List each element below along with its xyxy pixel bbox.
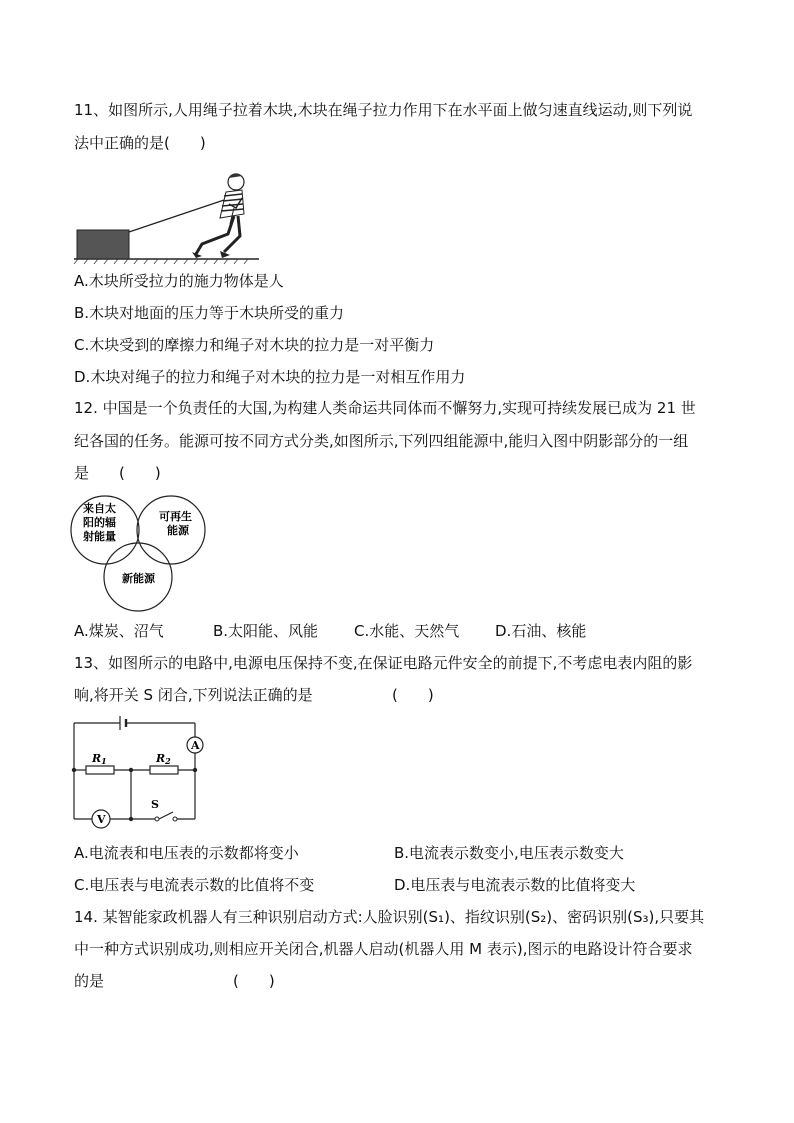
venn-label-a1: 来自太 bbox=[83, 502, 116, 515]
q12-option-d: D.石油、核能 bbox=[495, 622, 587, 640]
q11-stem-line1: 11、如图所示,人用绳子拉着木块,木块在绳子拉力作用下在水平面上做匀速直线运动,则下列说 bbox=[74, 101, 693, 119]
q11-option-b: B.木块对地面的压力等于木块所受的重力 bbox=[74, 304, 345, 322]
svg-text:V: V bbox=[97, 813, 106, 826]
q13-answer-blank: ( ) bbox=[392, 686, 434, 704]
q12-stem-line1: 12. 中国是一个负责任的大国,为构建人类命运共同体而不懈努力,实现可持续发展已成为 21 世 bbox=[74, 399, 696, 417]
q14-stem-line3: 的是 bbox=[74, 972, 105, 990]
q12-option-b: B.太阳能、风能 bbox=[213, 622, 319, 640]
venn-label-b1: 可再生 bbox=[159, 510, 192, 523]
q14-answer-blank: ( ) bbox=[233, 972, 275, 990]
q11-stem-line2: 法中正确的是( ) bbox=[74, 134, 206, 152]
q11-option-d: D.木块对绳子的拉力和绳子对木块的拉力是一对相互作用力 bbox=[74, 368, 466, 386]
svg-text:A: A bbox=[191, 739, 200, 752]
switch-label: S bbox=[151, 798, 159, 811]
q13-option-a: A.电流表和电压表的示数都将变小 bbox=[74, 844, 299, 862]
q11-figure-person-pulling-block bbox=[74, 168, 264, 268]
ammeter-icon bbox=[187, 737, 203, 753]
q14-stem-line2: 中一种方式识别成功,则相应开关闭合,机器人启动(机器人用 M 表示),图示的电路设计符合要求 bbox=[74, 940, 693, 958]
q13-stem-line1: 13、如图所示的电路中,电源电压保持不变,在保证电路元件安全的前提下,不考虑电表内阻的影 bbox=[74, 654, 693, 672]
q12-stem-line2: 纪各国的任务。能源可按不同方式分类,如图所示,下列四组能源中,能归入图中阴影部分的一组 bbox=[74, 432, 689, 450]
q13-option-b: B.电流表示数变小,电压表示数变大 bbox=[394, 844, 624, 862]
r2-label: R2 bbox=[156, 752, 171, 766]
venn-label-c1: 新能源 bbox=[122, 572, 155, 585]
venn-label-a3: 射能量 bbox=[83, 530, 116, 543]
q12-venn-diagram bbox=[70, 490, 212, 612]
q12-option-c: C.水能、天然气 bbox=[354, 622, 460, 640]
r1-label: R1 bbox=[92, 752, 107, 766]
q13-option-c: C.电压表与电流表示数的比值将不变 bbox=[74, 876, 315, 894]
q12-stem-line3: 是 ( ) bbox=[74, 464, 161, 482]
q13-circuit-diagram bbox=[70, 712, 215, 832]
q14-stem-line1: 14. 某智能家政机器人有三种识别启动方式:人脸识别(S₁)、指纹识别(S₂)、密码识别(S₃),只要其 bbox=[74, 908, 705, 926]
q13-option-d: D.电压表与电流表示数的比值将变大 bbox=[394, 876, 636, 894]
venn-label-a2: 阳的辐 bbox=[83, 516, 116, 529]
q12-option-a: A.煤炭、沼气 bbox=[74, 622, 164, 640]
q13-stem-line2: 响,将开关 S 闭合,下列说法正确的是 bbox=[74, 686, 313, 704]
venn-label-b2: 能源 bbox=[167, 524, 189, 537]
q11-option-c: C.木块受到的摩擦力和绳子对木块的拉力是一对平衡力 bbox=[74, 336, 435, 354]
voltmeter-icon bbox=[92, 810, 110, 828]
q11-option-a: A.木块所受拉力的施力物体是人 bbox=[74, 272, 284, 290]
